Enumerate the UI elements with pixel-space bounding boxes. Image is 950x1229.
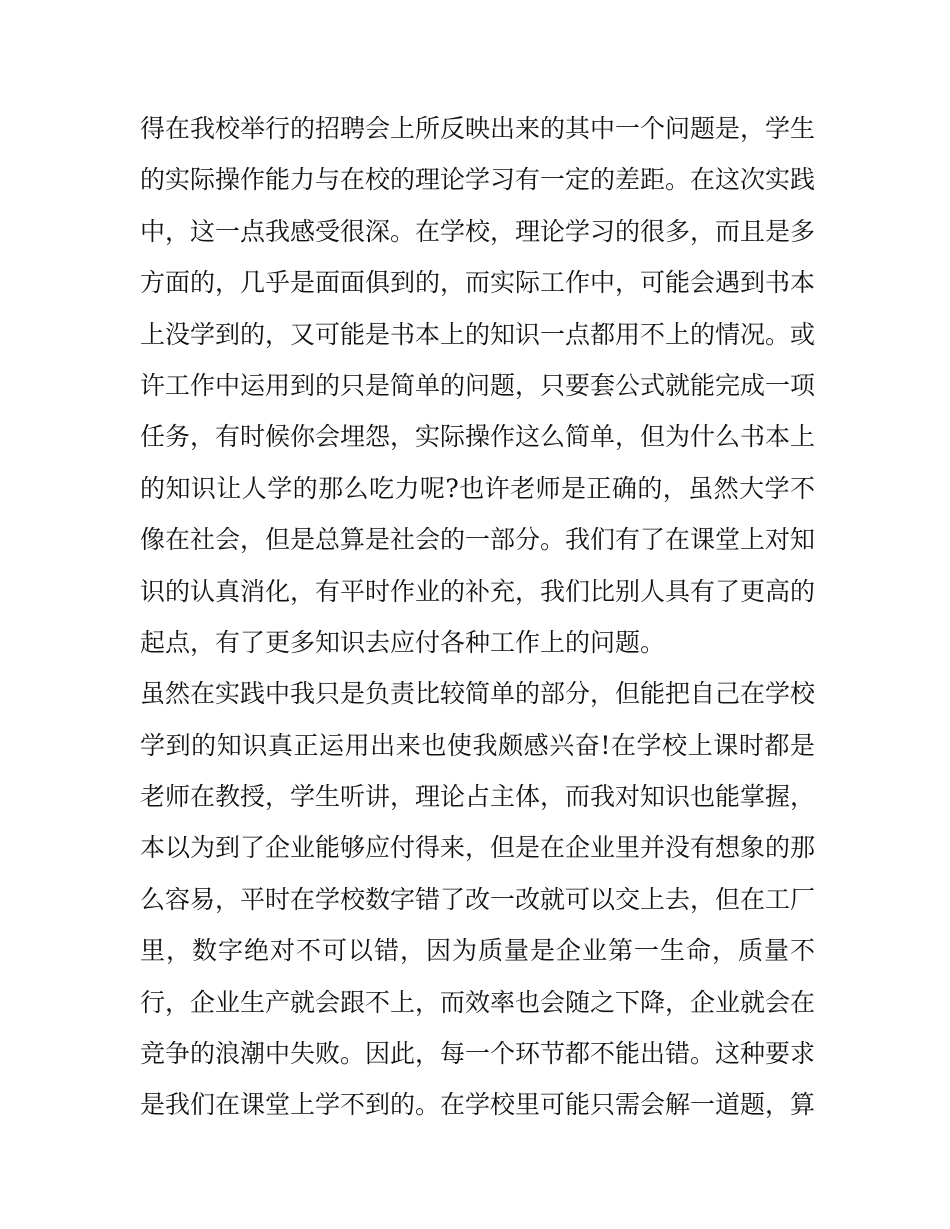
paragraph-2-line-5: 么容易，平时在学校数字错了改一改就可以交上去，但在工厂 (140, 884, 816, 914)
paragraph-1-line-11: 起点，有了更多知识去应付各种工作上的问题。 (140, 627, 666, 657)
paragraph-1-line-8: 的知识让人学的那么吃力呢?也许老师是正确的，虽然大学不 (140, 473, 815, 503)
body-text (140, 103, 815, 1131)
paragraph-2-line-4: 本以为到了企业能够应付得来，但是在企业里并没有想象的那 (140, 833, 816, 863)
paragraph-2-line-7: 行，企业生产就会跟不上，而效率也会随之下降，企业就会在 (140, 987, 816, 1017)
paragraph-2-line-2: 学到的知识真正运用出来也使我颇感兴奋!在学校上课时都是 (140, 730, 815, 760)
paragraph-1-line-1: 得在我校举行的招聘会上所反映出来的其中一个问题是，学生 (140, 114, 816, 143)
paragraph-2-line-3: 老师在教授，学生听讲，理论占主体，而我对知识也能掌握， (140, 782, 816, 812)
paragraph-2-line-8: 竞争的浪潮中失败。因此，每一个环节都不能出错。这种要求 (140, 1039, 816, 1069)
paragraph-2-line-9: 是我们在课堂上学不到的。在学校里可能只需会解一道题，算 (140, 1090, 816, 1120)
paragraph-1-line-7: 任务，有时候你会埋怨，实际操作这么简单，但为什么书本上 (140, 422, 816, 452)
paragraph-1-line-9: 像在社会，但是总算是社会的一部分。我们有了在课堂上对知 (140, 525, 816, 555)
paragraph-1-line-3: 中，这一点我感受很深。在学校，理论学习的很多，而且是多 (140, 216, 816, 246)
paragraph-1-line-2: 的实际操作能力与在校的理论学习有一定的差距。在这次实践 (140, 165, 816, 195)
paragraph-1-line-6: 许工作中运用到的只是简单的问题，只要套公式就能完成一项 (140, 370, 816, 400)
paragraph-1-line-4: 方面的，几乎是面面俱到的，而实际工作中，可能会遇到书本 (140, 268, 816, 298)
paragraph-1-line-10: 识的认真消化，有平时作业的补充，我们比别人具有了更高的 (140, 576, 816, 606)
paragraph-1-line-5: 上没学到的，又可能是书本上的知识一点都用不上的情况。或 (140, 319, 816, 349)
paragraph-2-line-1: 虽然在实践中我只是负责比较简单的部分，但能把自己在学校 (140, 679, 816, 709)
paragraph-2-line-6: 里，数字绝对不可以错，因为质量是企业第一生命，质量不 (140, 936, 815, 966)
